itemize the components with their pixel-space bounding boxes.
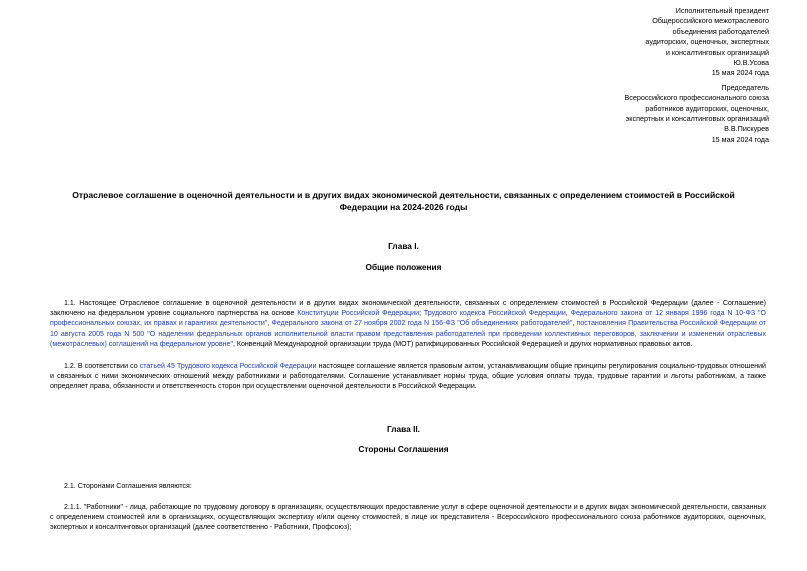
paragraph-1-2: 1.2. В соответствии со статьей 45 Трудового кодекса Российской Федерации настоящее соглашение является правовым актом, устанавливающим общие принципы регулирования социально-трудовых отношений и связанных с ними экономических отношений между работниками и работодателями. Соглашение устанавливает нормы труда, общие условия оплаты труда, трудовые гарантии и льготы работникам, а также определяет права, обязанности и ответственность сторон при осуществлении оценочной деятельности в Российской Федерации.: [50, 363, 766, 391]
approval-line: Исполнительный президент: [675, 6, 769, 15]
paragraph-2-1: 2.1. Сторонами Соглашения являются:: [64, 483, 192, 490]
labor-code-link[interactable]: Трудового кодекса Российской Федерации: [423, 310, 566, 318]
document-title: Отраслевое соглашение в оценочной деятельности и в других видах экономической деятельности, связанных с определением стоимостей в Российской Федерации на 2024-2026 годы: [72, 190, 735, 212]
law-156-fz-link[interactable]: Федерального закона от 27 ноября 2002 года N 156-ФЗ "Об объединениях работодателей": [271, 320, 573, 328]
chapter-2-subtitle: Стороны Соглашения: [358, 444, 449, 454]
paragraph-1-1: 1.1. Настоящее Отраслевое соглашение в оценочной деятельности и в других видах экономической деятельности, связанных с определением стоимостей в Российской Федерации (далее - Соглашение) заключено на федеральном уровне социального партнерства на основе Конституции Российской Федерации; Трудового кодекса Российской Федерации, Федерального закона от 12 января 1996 года N 10-ФЗ "О профессиональных союзах, их правах и гарантиях деятельности", Федерального закона от 27 ноября 2002 года N 156-ФЗ "Об объединениях работодателей", постановления Правительства Российской Федерации от 10 августа 2005 года N 500 "О наделении федеральных органов исполнительной власти правом представления работодателей при проведении коллективных переговоров, заключении и изменении отраслевых (межотраслевых) соглашений на федеральном уровне", Конвенций Международной организации труда (МОТ) ратифицированных Российской Федерацией и других нормативных правовых актов.: [50, 300, 767, 348]
chapter-1-heading: Глава I.: [388, 241, 419, 251]
paragraph-2-1-1: 2.1.1. "Работники" - лица, работающие по трудовому договору в организациях, осуществляющих предоставление услуг в сфере оценочной деятельности и в других видах экономической деятельности, связанных с определением стоимостей или в организациях, осуществляющих экспертизу и/или оценку стоимостей, в лице их представителя - Всероссийского профессионального союза работников аудиторских, оценочных, экспертных и консалтинговых организаций (далее соответственно - Работники, Профсоюз);: [50, 504, 766, 532]
chapter-2-heading: Глава II.: [386, 424, 420, 434]
approval-signatory: Ю.В.Усова: [733, 58, 769, 68]
approval-line: работников аудиторских, оценочных,: [645, 103, 769, 113]
article-45-link[interactable]: статьей 45 Трудового кодекса Российской Федерации: [139, 363, 317, 370]
approval-line: объединения работодателей: [672, 26, 769, 36]
approval-date: 15 мая 2024 года: [711, 134, 769, 144]
approval-line: Председатель: [721, 82, 769, 92]
approval-line: экспертных и консалтинговых организаций: [625, 114, 769, 124]
chapter-1-subtitle: Общие положения: [365, 262, 442, 272]
approval-date: 15 мая 2024 года: [711, 68, 769, 78]
approval-line: Всероссийского профессионального союза: [624, 93, 769, 103]
constitution-link[interactable]: Конституции Российской Федерации: [297, 310, 420, 318]
approval-line: аудиторских, оценочных, экспертных: [645, 37, 769, 47]
approval-block: [624, 6, 769, 145]
approval-line: Общероссийского межотраслевого: [652, 16, 769, 26]
resolution-500-link[interactable]: постановления Правительства Российской Федерации от 10 августа 2005 года N 500 "О наделении федеральных органов исполнительной власти правом представления работодателей при проведении коллективных переговоров, заключении и изменении отраслевых (межотраслевых) соглашений на федеральном уровне": [50, 320, 767, 348]
law-10-fz-link[interactable]: Федерального закона от 12 января 1996 года N 10-ФЗ "О профессиональных союзах, их правах и гарантиях деятельности": [50, 310, 767, 328]
approval-signatory: В.В.Пискурев: [724, 124, 769, 134]
approval-line: и консалтинговых организаций: [665, 47, 769, 57]
